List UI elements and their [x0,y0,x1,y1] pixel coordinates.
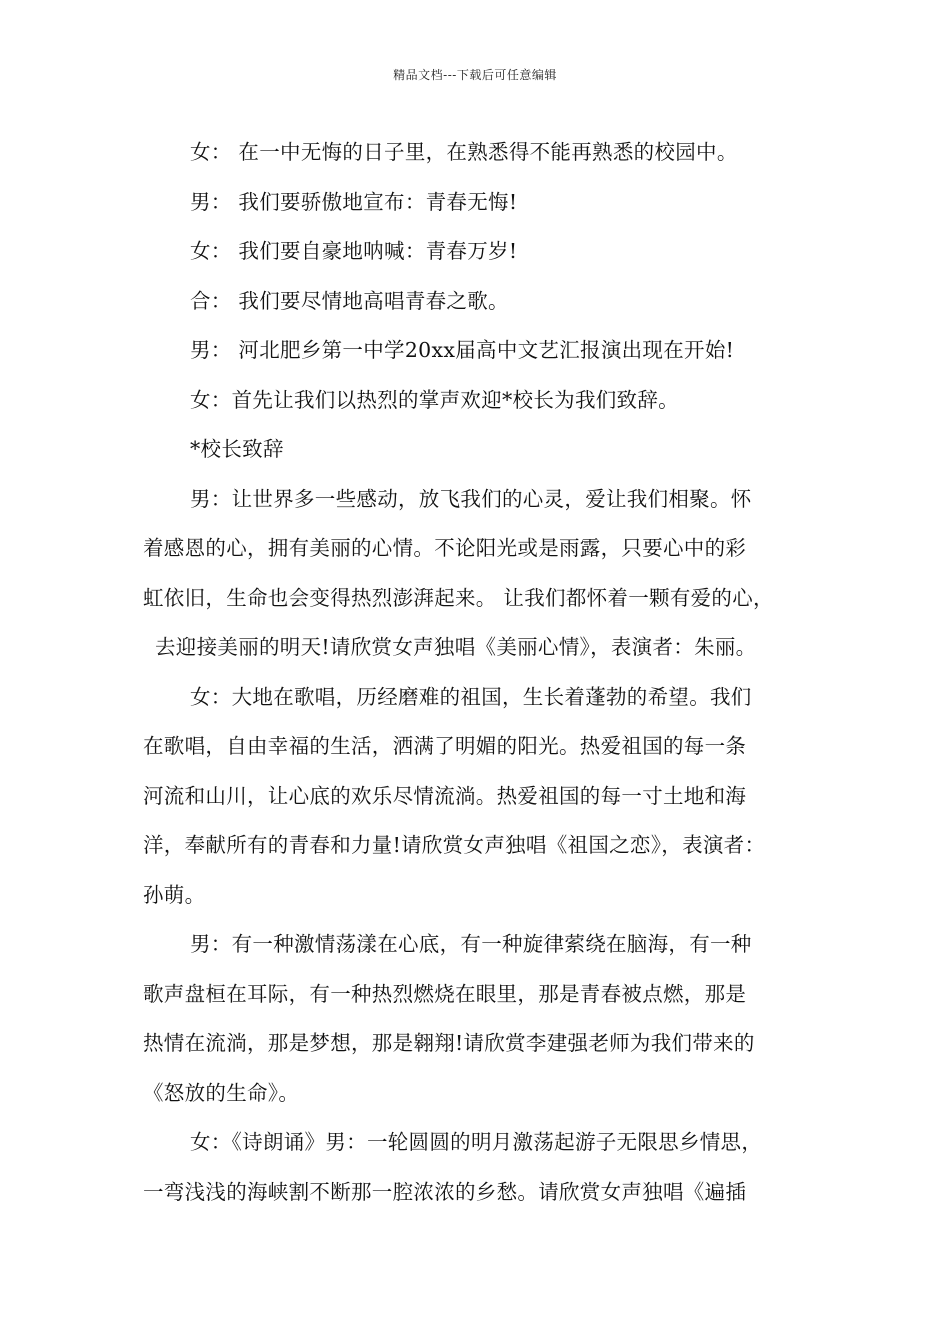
page-header: 精品文档---下载后可任意编辑 [393,68,557,82]
paragraph-line: 在歌唱，自由幸福的生活，洒满了明媚的阳光。热爱祖国的每一条 [143,734,747,758]
paragraph-line: 热情在流淌，那是梦想，那是翱翔!请欣赏李建强老师为我们带来的 [143,1031,755,1055]
paragraph [143,475,823,673]
paragraph-line: 孙萌。 [143,882,206,907]
paragraph-line: 河流和山川，让心底的欢乐尽情流淌。热爱祖国的每一寸土地和海 [143,783,747,808]
dialogue-line: 男： 河北肥乡第一中学20xx届高中文艺汇报演出现在开始! [190,338,735,362]
paragraph-line: 去迎接美丽的明天!请欣赏女声独唱《美丽心情》，表演者：朱丽。 [155,635,757,659]
paragraph [143,673,823,921]
dialogue-line: 男： 我们要骄傲地宣布：青春无悔! [190,189,518,214]
paragraph [143,1118,823,1217]
dialogue-line: 女： 在一中无悔的日子里，在熟悉得不能再熟悉的校园中。 [190,140,738,164]
paragraph-line: 洋，奉献所有的青春和力量!请欣赏女声独唱《祖国之恋》，表演者： [143,833,766,857]
paragraph-line: 一弯浅浅的海峡割不断那一腔浓浓的乡愁。请欣赏女声独唱《遍插 [143,1179,747,1204]
dialogue-line: 女： 我们要自豪地呐喊：青春万岁! [190,239,518,263]
paragraph-line: 《怒放的生命》。 [143,1080,300,1105]
section-label: *校长致辞 [190,437,284,461]
paragraph-line: 男：有一种激情荡漾在心底，有一种旋律萦绕在脑海，有一种 [190,932,752,956]
dialogue-line: 合： 我们要尽情地高唱青春之歌。 [190,288,509,313]
paragraph-line: 虹依旧，生命也会变得热烈澎湃起来。 让我们都怀着一颗有爱的心， [143,585,774,610]
paragraph-line: 女：大地在歌唱，历经磨难的祖国，生长着蓬勃的希望。我们 [190,684,752,709]
paragraph-line: 歌声盘桓在耳际，有一种热烈燃烧在眼里，那是青春被点燃，那是 [143,981,747,1006]
paragraph-line: 着感恩的心，拥有美丽的心情。不论阳光或是雨露，只要心中的彩 [143,536,747,560]
dialogue-line: 女：首先让我们以热烈的掌声欢迎*校长为我们致辞。 [190,387,679,412]
paragraph-line: 男：让世界多一些感动，放飞我们的心灵，爱让我们相聚。怀 [190,486,752,511]
document-body [143,128,823,1217]
paragraph [143,920,823,1118]
paragraph-line: 女：《诗朗诵》男：一轮圆圆的明月激荡起游子无限思乡情思， [190,1130,763,1154]
